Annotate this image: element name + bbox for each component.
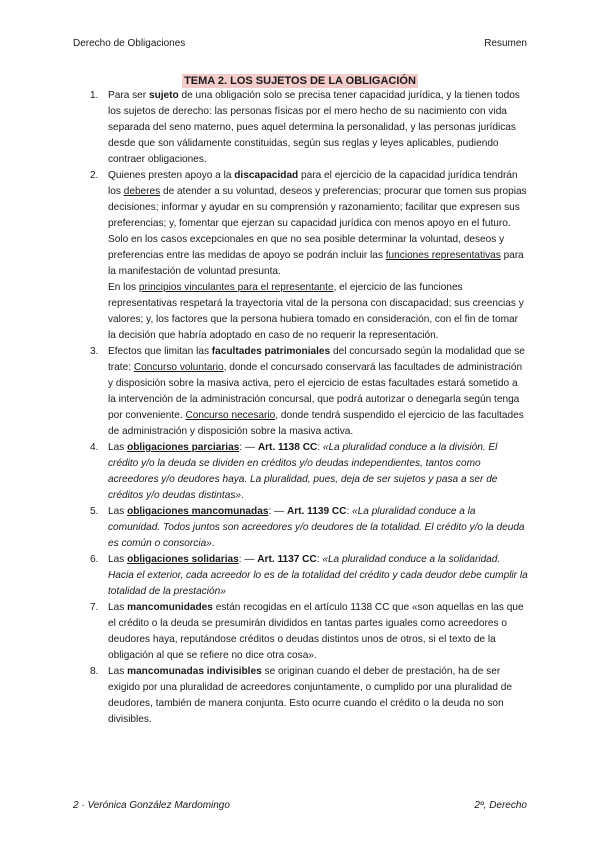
item-text: : — [238,554,258,565]
item-text: En los [108,282,139,293]
item-underlined: Concurso necesario [185,410,276,421]
topic-list [90,88,528,728]
article-ref: Art. 1139 CC [286,506,347,517]
item-text: Solo en los casos excepcionales en que no sea posible determinar la voluntad, deseos y preferencias entre las medidas de apoyo se podrán incluir las [108,234,505,261]
item-text: están recogidas en el artículo 1138 CC que «son aquellas en las que el crédito o la deuda se presumirán divididos en tantas partes iguales como acreedores o deudores haya, reputándose créditos o deudas distintos unos de otros, si el texto de la obligación al que se refiere no dice otra cosa». [108,602,524,661]
item-text: : — [239,442,258,453]
item-text: para la manifestación de voluntad presunta. [108,250,524,277]
title-block [0,71,600,89]
item-text: Para ser [108,90,149,101]
list-item [90,88,528,168]
item-underlined: deberes [123,186,161,197]
article-ref: Art. 1137 CC [257,554,317,565]
item-text: Las [108,506,128,517]
article-ref: Art. 1138 CC [257,442,318,453]
item-text: . [240,490,244,501]
item-text: , el ejercicio de las funciones representativas respetará la trayectoria vital de la persona con discapacidad; sus creencias y valores; y, los factores que la persona hubiera tomado en consideración, con el fin de tomar la decisión que habría adoptado en caso de no requerir la representación. [108,282,524,341]
article-quote: «La pluralidad conduce a la solidaridad. Hacia el exterior, cada acreedor lo es de la totalidad del crédito y cada deudor debe cumplir la totalidad de la prestación» [108,554,528,597]
item-paragraph [108,168,528,232]
item-term: sujeto [148,90,179,101]
list-item [90,440,528,504]
item-paragraph [108,232,528,280]
item-term: discapacidad [234,170,299,181]
footer-author: 2 · Verónica González Mardomingo [73,800,230,811]
item-text: : [346,506,353,517]
item-text: . [211,538,215,549]
page-title: TEMA 2. LOS SUJETOS DE LA OBLIGACIÓN [184,75,416,87]
footer-course: 2º, Derecho [474,800,527,811]
header-label: Resumen [484,38,527,49]
item-text: : [316,554,323,565]
item-text: de una obligación solo se precisa tener capacidad jurídica, y la tienen todos los sujetos de derecho: las personas físicas por el mero hecho de su nacimiento con vida separada del seno materno, pues aquel determina la personalidad, y las personas jurídicas desde que son válidamente constituidas, según sus reglas y leyes aplicables, pudiendo contraer obligaciones. [108,90,520,165]
item-term: obligaciones solidarias [127,554,239,565]
item-number: 2. [90,170,99,181]
page-footer [73,800,527,811]
item-text: , donde el concursado conservará las facultades de administración y disposición sobre la masiva activa, pero el ejercicio de estas facultades estará sometido a la intervención de la administración concursal, que podrá autorizar o denegarla según tenga por conveniente. [108,362,523,421]
list-item [90,504,528,552]
item-text: : — [268,506,287,517]
item-paragraph [108,280,528,344]
item-text: de atender a su voluntad, deseos y preferencias; procurar que tomen sus propias decisiones; informar y ayudar en su comprensión y razonamiento; facilitar que expresen sus preferencias; y, fomentar que ejerzan su capacidad jurídica con menos apoyo en el futuro. [108,186,527,229]
item-term: obligaciones parciarias [127,442,240,453]
item-underlined: funciones representativas [385,250,501,261]
item-term: mancomunidades [127,602,213,613]
item-text: Efectos que limitan las [108,346,212,357]
article-quote: «La pluralidad conduce a la comunidad. Todos juntos son acreedores y/o deudores de la totalidad. El crédito y/o la deuda es común o consorcia» [108,506,525,549]
item-text: Las [108,666,128,677]
item-term: mancomunadas indivisibles [127,666,262,677]
item-text: Las [108,554,128,565]
list-item [90,344,528,440]
item-number: 8. [90,666,99,677]
item-term: obligaciones mancomunadas [127,506,269,517]
item-text: Quienes presten apoyo a la [108,170,235,181]
item-number: 7. [90,602,99,613]
item-underlined: principios vinculantes para el representante [138,282,334,293]
item-number: 4. [90,442,99,453]
item-text: para el ejercicio de la capacidad jurídica tendrán los [108,170,518,197]
item-text: del concursado según la modalidad que se trate: [108,346,525,373]
header-course: Derecho de Obligaciones [73,38,186,49]
item-text: Las [108,602,128,613]
list-item [90,600,528,664]
item-number: 1. [90,90,99,101]
list-item [90,664,528,728]
item-number: 3. [90,346,99,357]
article-quote: «La pluralidad conduce a la división. El crédito y/o la deuda se dividen en créditos y/o deudas independientes, tantos como acreedores y/o deudores haya. La pluralidad, pues, deja de ser sujetos y pasa a ser de créditos y/o deudas distintas» [108,442,498,501]
item-underlined: Concurso voluntario [133,362,224,373]
item-text: : [317,442,323,453]
list-item [90,552,528,600]
page-header [73,38,527,49]
list-item [90,168,528,344]
item-text: se originan cuando el deber de prestación, ha de ser exigido por una pluralidad de acreedores conjuntamente, o cumplido por una pluralidad de deudores, también de manera conjunta. Esto ocurre cuando el crédito o la deuda no son divisibles. [108,666,513,725]
item-number: 5. [90,506,99,517]
item-number: 6. [90,554,99,565]
item-text: , donde tendrá suspendido el ejercicio de las facultades de administración y disposición sobre la masiva activa. [108,410,524,437]
item-text: Las [108,442,128,453]
item-term: facultades patrimoniales [211,346,331,357]
